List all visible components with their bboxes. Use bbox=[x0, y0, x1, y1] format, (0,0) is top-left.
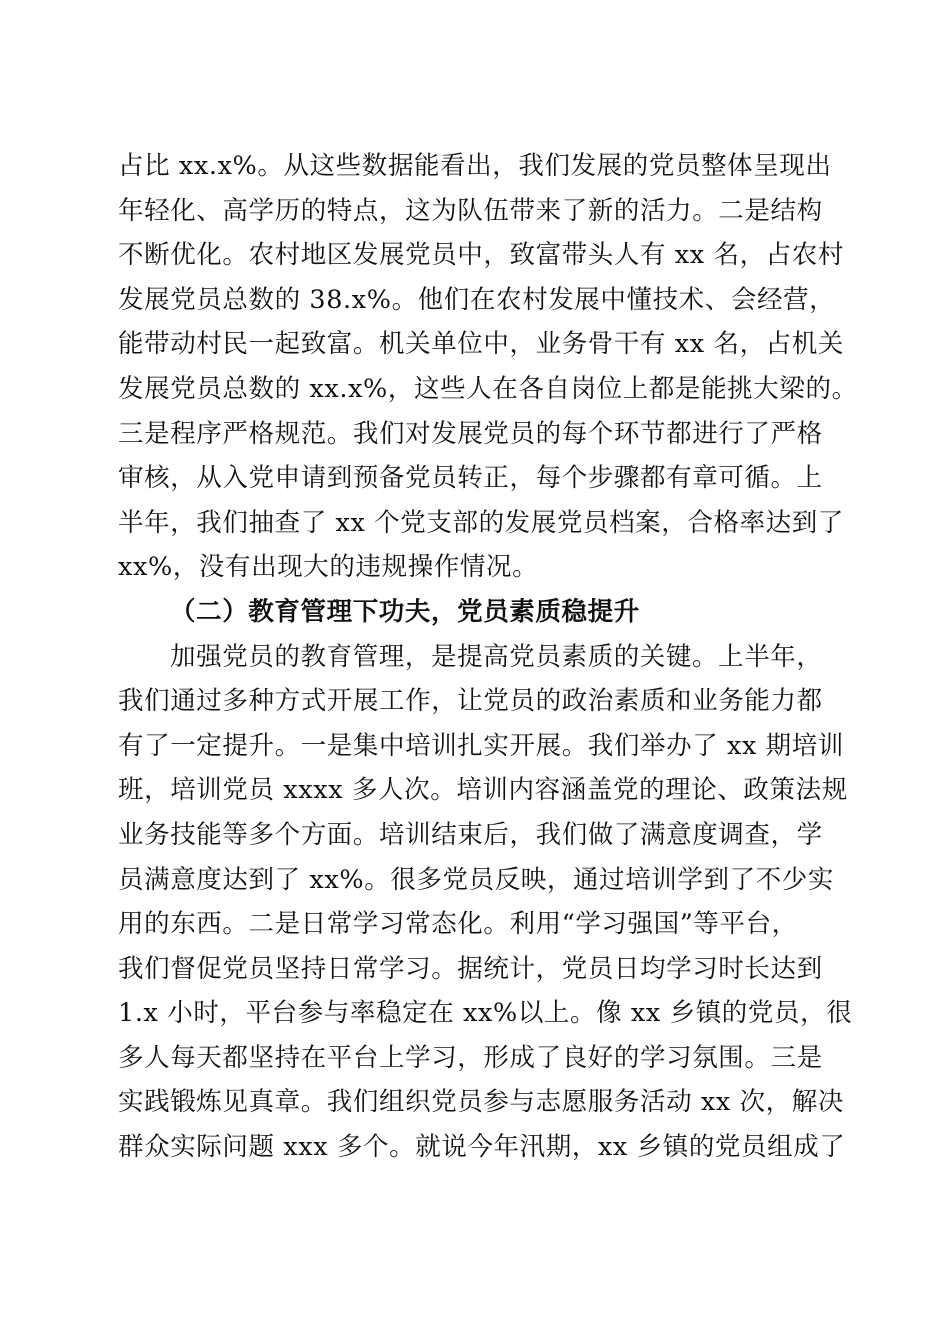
text-line: 班，培训党员 xxxx 多人次。培训内容涵盖党的理论、政策法规 bbox=[118, 775, 848, 806]
section-heading: （二）教育管理下功夫，党员素质稳提升 bbox=[170, 596, 640, 627]
body-text bbox=[118, 144, 858, 1170]
text-line: 年轻化、高学历的特点，这为队伍带来了新的活力。二是结构 bbox=[118, 195, 823, 226]
text-line: 群众实际问题 xxx 多个。就说今年汛期，xx 乡镇的党员组成了 bbox=[118, 1132, 846, 1163]
text-line: 实践锻炼见真章。我们组织党员参与志愿服务活动 xx 次，解决 bbox=[118, 1087, 844, 1118]
text-line: xx%，没有出现大的违规操作情况。 bbox=[118, 552, 539, 583]
text-line: 我们督促党员坚持日常学习。据统计，党员日均学习时长达到 bbox=[118, 953, 823, 984]
text-line: 多人每天都坚持在平台上学习，形成了良好的学习氛围。三是 bbox=[118, 1042, 823, 1073]
text-line: 我们通过多种方式开展工作，让党员的政治素质和业务能力都 bbox=[118, 686, 823, 717]
text-line: 不断优化。农村地区发展党员中，致富带头人有 xx 名，占农村 bbox=[118, 240, 844, 271]
text-line: 发展党员总数的 xx.x%，这些人在各自岗位上都是能挑大梁的。 bbox=[118, 373, 858, 404]
paragraph-first-line: 加强党员的教育管理，是提高党员素质的关键。上半年， bbox=[170, 641, 823, 672]
text-line: 1.x 小时，平台参与率稳定在 xx%以上。像 xx 乡镇的党员，很 bbox=[118, 998, 853, 1029]
text-line: 发展党员总数的 38.x%。他们在农村发展中懂技术、会经营， bbox=[118, 284, 836, 315]
text-line: 有了一定提升。一是集中培训扎实开展。我们举办了 xx 期培训 bbox=[118, 730, 844, 761]
text-line: 审核，从入党申请到预备党员转正，每个步骤都有章可循。上 bbox=[118, 463, 823, 494]
text-line: 半年，我们抽查了 xx 个党支部的发展党员档案，合格率达到了 bbox=[118, 507, 844, 538]
text-line: 业务技能等多个方面。培训结束后，我们做了满意度调查，学 bbox=[118, 819, 823, 850]
text-line: 占比 xx.x%。从这些数据能看出，我们发展的党员整体呈现出 bbox=[118, 151, 832, 181]
text-line: 能带动村民一起致富。机关单位中，业务骨干有 xx 名，占机关 bbox=[118, 329, 844, 360]
text-line: 用的东西。二是日常学习常态化。利用“学习强国”等平台， bbox=[118, 909, 798, 940]
text-line: 员满意度达到了 xx%。很多党员反映，通过培训学到了不少实 bbox=[118, 864, 834, 895]
text-line: 三是程序严格规范。我们对发展党员的每个环节都进行了严格 bbox=[118, 418, 823, 449]
